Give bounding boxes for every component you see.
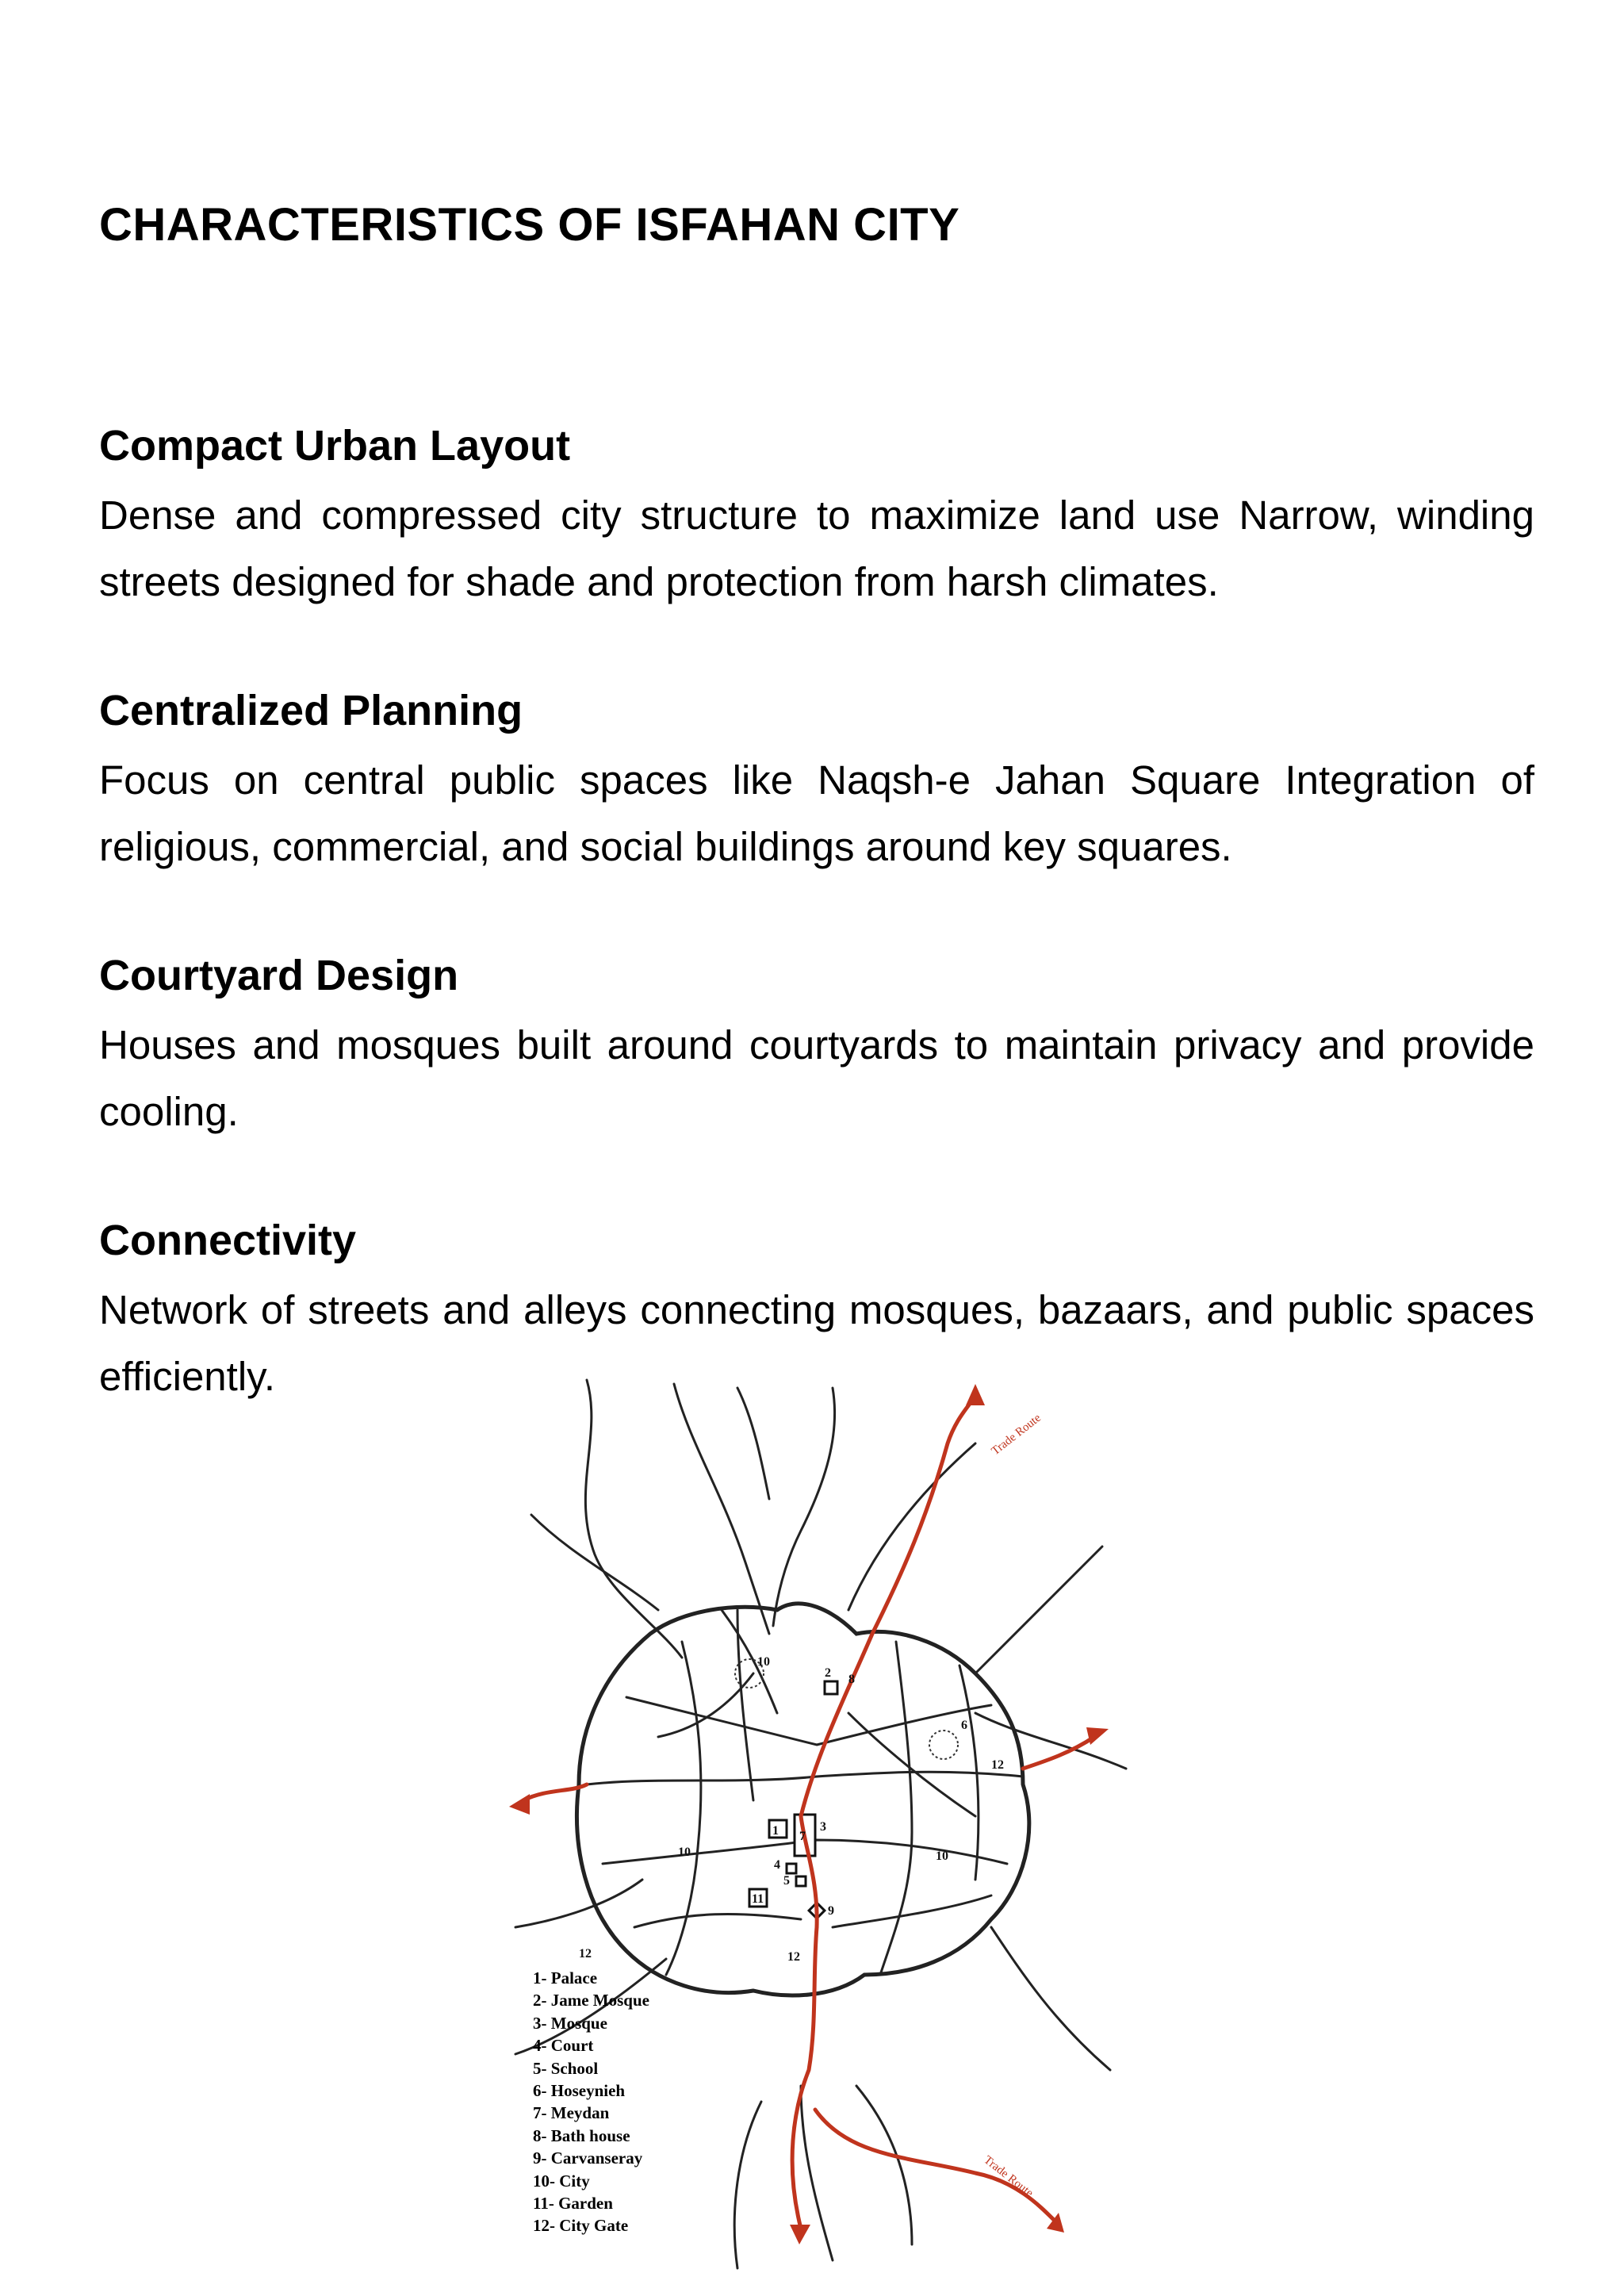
- section-body: Network of streets and alleys connecting mosques, bazaars, and public spaces efficiently.: [99, 1287, 1534, 1399]
- legend-item: 8- Bath house: [533, 2125, 630, 2145]
- legend-item: 3- Mosque: [533, 2013, 607, 2033]
- map-marker-label: 12: [787, 1950, 800, 1964]
- jame-mosque-marker: [825, 1681, 837, 1694]
- trade-route-line: [792, 1396, 975, 2229]
- map-marker-label: 10: [678, 1846, 691, 1859]
- section-compact-urban-layout: [99, 420, 1534, 615]
- section-heading: Compact Urban Layout: [99, 422, 571, 470]
- legend-item: 7- Meydan: [533, 2103, 610, 2123]
- map-legend: [533, 1967, 649, 2237]
- map-marker-label: 8: [848, 1673, 855, 1686]
- map-marker-label: 6: [961, 1719, 967, 1732]
- section-heading: Courtyard Design: [99, 952, 459, 999]
- trade-route-label: Trade Route: [981, 2153, 1036, 2200]
- city-street: [666, 1642, 701, 1975]
- map-road: [773, 1388, 835, 1626]
- map-road: [737, 1388, 769, 1499]
- city-street: [634, 1914, 801, 1927]
- map-road: [515, 1880, 642, 1927]
- map-marker-label: 2: [825, 1666, 831, 1680]
- map-road: [848, 1443, 975, 1610]
- map-marker-label: 10: [936, 1849, 948, 1863]
- map-marker-label: 7: [799, 1830, 806, 1843]
- city-street: [587, 1772, 1023, 1784]
- map-marker-label: 10: [757, 1655, 770, 1669]
- legend-item: 9- Carvanseray: [533, 2148, 643, 2168]
- section-heading: Centralized Planning: [99, 687, 523, 734]
- trade-route-line: [815, 2110, 1055, 2221]
- page-title: CHARACTERISTICS OF ISFAHAN CITY: [99, 199, 960, 251]
- section-body: Dense and compressed city structure to maximize land use Narrow, winding streets designed for shade and protection from harsh climates.: [99, 493, 1534, 604]
- legend-item: 12- City Gate: [533, 2216, 629, 2236]
- map-marker-label: 1: [772, 1824, 779, 1838]
- arrow-down-icon: [790, 2225, 810, 2244]
- school-marker: [796, 1876, 806, 1886]
- map-marker-label: 3: [820, 1820, 826, 1834]
- section-courtyard-design: [99, 950, 1534, 1145]
- map-road: [734, 2102, 761, 2268]
- legend-item: 10- City: [533, 2171, 590, 2191]
- arrow-right-icon: [1086, 1727, 1109, 1745]
- map-marker-label: 12: [991, 1758, 1004, 1772]
- city-street: [833, 1895, 991, 1927]
- map-road: [991, 1927, 1110, 2070]
- map-marker-label: 12: [579, 1947, 592, 1961]
- map-road: [585, 1380, 682, 1658]
- trade-route-label: Trade Route: [989, 1411, 1044, 1458]
- map-road: [674, 1384, 769, 1634]
- arrow-up-icon: [966, 1384, 985, 1405]
- legend-item: 2- Jame Mosque: [533, 1991, 649, 2010]
- city-street: [626, 1697, 991, 1745]
- map-marker-label: 5: [783, 1874, 790, 1888]
- section-body: Focus on central public spaces like Naqsh-e Jahan Square Integration of religious, commercial, and social buildings around key squares.: [99, 757, 1534, 869]
- section-centralized-planning: [99, 685, 1534, 880]
- garden-hatch: [929, 1731, 958, 1759]
- map-road: [856, 2086, 912, 2244]
- legend-item: 6- Hoseynieh: [533, 2081, 626, 2101]
- map-marker-label: 11: [752, 1892, 764, 1906]
- map-marker-label: 4: [774, 1858, 780, 1872]
- city-street: [880, 1642, 912, 1975]
- city-wall: [577, 1604, 1029, 1995]
- map-marker-label: 9: [828, 1904, 834, 1918]
- legend-item: 4- Court: [533, 2036, 594, 2056]
- arrow-left-icon: [509, 1794, 530, 1815]
- section-body: Houses and mosques built around courtyards to maintain privacy and provide cooling.: [99, 1022, 1534, 1134]
- court-marker: [787, 1864, 796, 1873]
- map-road: [531, 1515, 658, 1610]
- legend-item: 1- Palace: [533, 1968, 598, 1987]
- section-heading: Connectivity: [99, 1217, 357, 1264]
- legend-item: 11- Garden: [533, 2194, 613, 2214]
- map-road: [975, 1547, 1102, 1673]
- legend-item: 5- School: [533, 2058, 599, 2078]
